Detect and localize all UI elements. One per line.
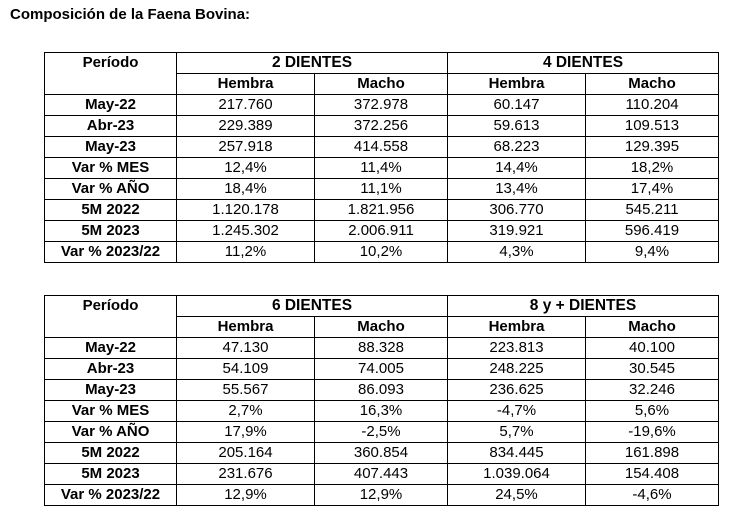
table-row	[45, 200, 719, 221]
table-cell: 407.443	[315, 464, 448, 485]
table-cell: 5,6%	[586, 401, 719, 422]
table-row	[45, 95, 719, 116]
table-cell: 229.389	[177, 116, 315, 137]
table-cell: 32.246	[586, 380, 719, 401]
row-label: Var % MES	[45, 158, 177, 179]
table-cell: 40.100	[586, 338, 719, 359]
table-cell: 86.093	[315, 380, 448, 401]
table-cell: 545.211	[586, 200, 719, 221]
group-header: 8 y + DIENTES	[448, 296, 719, 317]
group-header-row	[45, 296, 719, 317]
row-label: Var % MES	[45, 401, 177, 422]
group-header: 4 DIENTES	[448, 53, 719, 74]
table-cell: 217.760	[177, 95, 315, 116]
group-header-row	[45, 53, 719, 74]
group-header: 6 DIENTES	[177, 296, 448, 317]
table-cell: -4,6%	[586, 485, 719, 506]
table-cell: 11,1%	[315, 179, 448, 200]
row-label: May-23	[45, 137, 177, 158]
table-cell: 11,4%	[315, 158, 448, 179]
table-cell: 9,4%	[586, 242, 719, 263]
row-label: May-22	[45, 338, 177, 359]
table-row	[45, 443, 719, 464]
table-cell: 24,5%	[448, 485, 586, 506]
period-header: Período	[45, 53, 177, 95]
table-cell: -2,5%	[315, 422, 448, 443]
table-cell: 12,9%	[177, 485, 315, 506]
table-6-8-dientes	[44, 295, 719, 506]
table-row	[45, 338, 719, 359]
table-cell: -19,6%	[586, 422, 719, 443]
table-row	[45, 359, 719, 380]
table-cell: 59.613	[448, 116, 586, 137]
row-label: Var % AÑO	[45, 179, 177, 200]
table-row	[45, 179, 719, 200]
table-cell: 161.898	[586, 443, 719, 464]
table-cell: 372.978	[315, 95, 448, 116]
table-cell: 360.854	[315, 443, 448, 464]
row-label: Var % AÑO	[45, 422, 177, 443]
table-cell: 54.109	[177, 359, 315, 380]
sex-subheader: Macho	[315, 74, 448, 95]
page-title: Composición de la Faena Bovina:	[10, 6, 251, 23]
row-label: 5M 2023	[45, 221, 177, 242]
row-label: Abr-23	[45, 359, 177, 380]
table-row	[45, 401, 719, 422]
row-label: 5M 2022	[45, 443, 177, 464]
table-cell: 13,4%	[448, 179, 586, 200]
table-cell: 18,2%	[586, 158, 719, 179]
table-row	[45, 116, 719, 137]
table-cell: 16,3%	[315, 401, 448, 422]
table-cell: 1.821.956	[315, 200, 448, 221]
row-label: Var % 2023/22	[45, 242, 177, 263]
table-cell: 10,2%	[315, 242, 448, 263]
table-cell: 60.147	[448, 95, 586, 116]
sex-subheader: Hembra	[177, 317, 315, 338]
table-cell: 834.445	[448, 443, 586, 464]
period-header: Período	[45, 296, 177, 338]
table-cell: 231.676	[177, 464, 315, 485]
table-cell: 68.223	[448, 137, 586, 158]
group-header: 2 DIENTES	[177, 53, 448, 74]
table-cell: 319.921	[448, 221, 586, 242]
table-row	[45, 158, 719, 179]
row-label: May-23	[45, 380, 177, 401]
table-cell: 11,2%	[177, 242, 315, 263]
sex-subheader: Hembra	[448, 317, 586, 338]
table-cell: 18,4%	[177, 179, 315, 200]
table-row	[45, 485, 719, 506]
table-cell: 414.558	[315, 137, 448, 158]
table-cell: 2.006.911	[315, 221, 448, 242]
table-cell: 306.770	[448, 200, 586, 221]
table-cell: 12,9%	[315, 485, 448, 506]
table-cell: 55.567	[177, 380, 315, 401]
table-row	[45, 137, 719, 158]
table-cell: 1.039.064	[448, 464, 586, 485]
table-cell: 372.256	[315, 116, 448, 137]
table-cell: 5,7%	[448, 422, 586, 443]
row-label: May-22	[45, 95, 177, 116]
table-cell: 17,4%	[586, 179, 719, 200]
row-label: Abr-23	[45, 116, 177, 137]
table-cell: -4,7%	[448, 401, 586, 422]
table-row	[45, 242, 719, 263]
table-cell: 88.328	[315, 338, 448, 359]
table-cell: 2,7%	[177, 401, 315, 422]
row-label: Var % 2023/22	[45, 485, 177, 506]
sex-subheader: Hembra	[177, 74, 315, 95]
table-cell: 17,9%	[177, 422, 315, 443]
table-2-4-dientes	[44, 52, 719, 263]
table-cell: 205.164	[177, 443, 315, 464]
sex-subheader: Hembra	[448, 74, 586, 95]
table-cell: 74.005	[315, 359, 448, 380]
row-label: 5M 2023	[45, 464, 177, 485]
table-cell: 154.408	[586, 464, 719, 485]
table-cell: 248.225	[448, 359, 586, 380]
table-row	[45, 422, 719, 443]
sex-subheader: Macho	[586, 317, 719, 338]
table-cell: 257.918	[177, 137, 315, 158]
table-cell: 30.545	[586, 359, 719, 380]
table-row	[45, 464, 719, 485]
sex-subheader: Macho	[586, 74, 719, 95]
table-cell: 12,4%	[177, 158, 315, 179]
table-row	[45, 221, 719, 242]
table-cell: 236.625	[448, 380, 586, 401]
table-cell: 1.245.302	[177, 221, 315, 242]
table-cell: 109.513	[586, 116, 719, 137]
table-cell: 223.813	[448, 338, 586, 359]
table-row	[45, 380, 719, 401]
table-cell: 14,4%	[448, 158, 586, 179]
table-cell: 47.130	[177, 338, 315, 359]
table-cell: 1.120.178	[177, 200, 315, 221]
table-cell: 110.204	[586, 95, 719, 116]
table-cell: 129.395	[586, 137, 719, 158]
row-label: 5M 2022	[45, 200, 177, 221]
sex-subheader: Macho	[315, 317, 448, 338]
table-cell: 4,3%	[448, 242, 586, 263]
table-cell: 596.419	[586, 221, 719, 242]
